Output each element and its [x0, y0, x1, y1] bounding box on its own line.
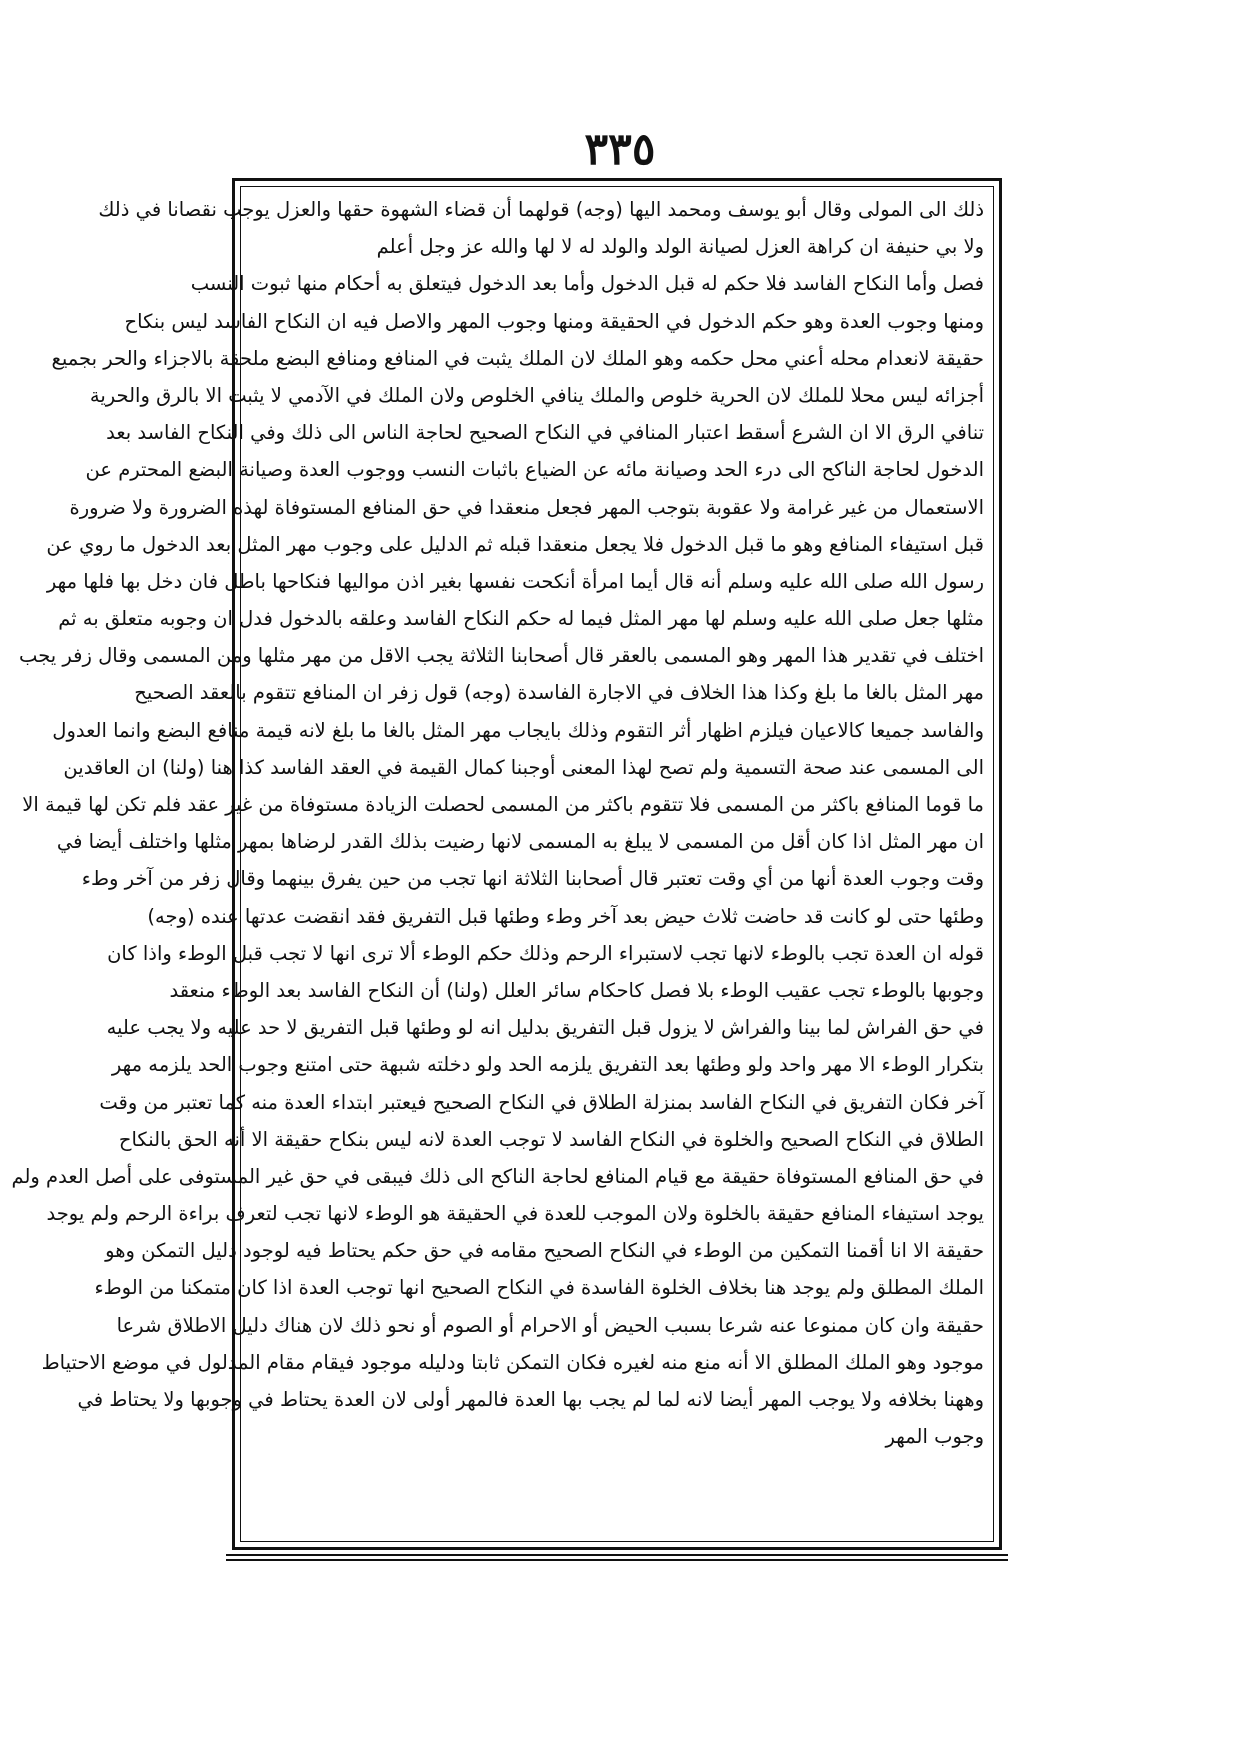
- text-line: فصل وأما النكاح الفاسد فلا حكم له قبل الدخول وأما بعد الدخول فيتعلق به أحكام منها ثبوت النسب: [190, 272, 984, 296]
- text-line: يوجد استيفاء المنافع حقيقة بالخلوة ولان الموجب للعدة في الحقيقة هو الوطء لانها تجب لتعرف براءة الرحم ولم يوجد: [46, 1202, 984, 1226]
- text-body: [11, 191, 984, 1541]
- text-line: ومنها وجوب العدة وهو حكم الدخول في الحقيقة ومنها وجوب المهر والاصل فيه ان النكاح الفاسد ليس بنكاح: [124, 309, 984, 333]
- text-line: مثلها جعل صلى الله عليه وسلم لها مهر المثل فيما له حكم النكاح الفاسد وعلقه بالدخول فدل ان وجوبه متعلق به ثم: [58, 607, 984, 631]
- text-line: الملك المطلق ولم يوجد هنا بخلاف الخلوة الفاسدة في النكاح الصحيح انها توجب العدة اذا كان متمكنا من الوطء: [94, 1276, 984, 1300]
- text-line: ذلك الى المولى وقال أبو يوسف ومحمد اليها (وجه) قولهما أن قضاء الشهوة حقها والعزل يوجب نقصانا في ذلك: [98, 198, 984, 221]
- text-line: تنافي الرق الا ان الشرع أسقط اعتبار المنافي في النكاح الصحيح لحاجة الناس الى ذلك وفي النكاح الفاسد بعد: [106, 421, 984, 445]
- text-line: رسول الله صلى الله عليه وسلم أنه قال أيما امرأة أنكحت نفسها بغير اذن مواليها فنكاحها باطل فان دخل بها فلها مهر: [46, 569, 984, 593]
- text-line: الطلاق في النكاح الصحيح والخلوة في النكاح الفاسد لا توجب العدة لانه ليس بنكاح حقيقة الا أنه الحق بالنكاح: [118, 1127, 984, 1151]
- text-line: في حق الفراش لما بينا والفراش لا يزول قبل التفريق بدليل انه لو وطئها قبل التفريق لا حد عليه ولا يجب عليه: [106, 1016, 984, 1040]
- bottom-rule: [226, 1559, 1008, 1561]
- text-line: موجود وهو الملك المطلق الا أنه منع منه لغيره فكان التمكن ثابتا ودليله موجود فيقام مقام المدلول في موضع الاحتياط: [41, 1350, 984, 1374]
- page-number: ٣٣٥: [584, 124, 656, 175]
- text-line: ان مهر المثل اذا كان أقل من المسمى لا يبلغ به المسمى لانها رضيت بذلك القدر لرضاها بمهر مثلها واختلف أيضا في: [56, 830, 984, 854]
- text-line: الاستعمال من غير غرامة ولا عقوبة بتوجب المهر فجعل منعقدا في حق المنافع المستوفاة لهذه الضرورة ولا ضرورة: [69, 495, 984, 519]
- text-line: مهر المثل بالغا ما بلغ وكذا هذا الخلاف في الاجارة الفاسدة (وجه) قول زفر ان المنافع تتقوم بالعقد الصحيح: [134, 681, 984, 705]
- text-line: وطئها حتى لو كانت قد حاضت ثلاث حيض بعد آخر وطء وطئها قبل التفريق فقد انقضت عدتها عنده (وجه): [147, 904, 984, 928]
- text-line: الى المسمى عند صحة التسمية ولم تصح لهذا المعنى أوجبنا كمال القيمة في العقد الفاسد كذا هنا (ولنا) ان العاقدين: [63, 755, 984, 779]
- text-line: حقيقة الا انا أقمنا التمكين من الوطء في النكاح الصحيح مقامه في حق حكم يحتاط فيه لوجود دليل التمكن وهو: [105, 1239, 984, 1263]
- text-line: ولا بي حنيفة ان كراهة العزل لصيانة الولد والولد له لا لها والله عز وجل أعلم: [376, 235, 984, 259]
- bottom-rule: [226, 1554, 1008, 1556]
- text-line: حقيقة لانعدام محله أعني محل حكمه وهو الملك لان الملك يثبت في المنافع ومنافع البضع ملحقة بالاجزاء والحر بجميع: [51, 346, 984, 370]
- text-line: وههنا بخلافه ولا يوجب المهر أيضا لانه لما لم يجب بها العدة فالمهر أولى لان العدة يحتاط في وجوبها ولا يحتاط في: [77, 1388, 984, 1411]
- text-line: ما قوما المنافع باكثر من المسمى فلا تتقوم باكثر من المسمى لحصلت الزيادة مستوفاة من غير عقد فلم تكن لها قيمة الا: [22, 793, 984, 816]
- text-line: اختلف في تقدير هذا المهر وهو المسمى بالعقر قال أصحابنا الثلاثة يجب الاقل من مهر مثلها ومن المسمى وقال زفر يجب: [19, 644, 984, 668]
- text-line: آخر فكان التفريق في النكاح الفاسد بمنزلة الطلاق في النكاح الصحيح فيعتبر ابتداء العدة منه كما تعتبر من وقت: [99, 1090, 984, 1114]
- text-line: حقيقة وان كان ممنوعا عنه شرعا بسبب الحيض أو الاحرام أو الصوم أو نحو ذلك لان هناك دليل الاطلاق شرعا: [116, 1313, 984, 1337]
- text-line: قوله ان العدة تجب بالوطء لانها تجب لاستبراء الرحم وذلك حكم الوطء ألا ترى انها لا تجب قبل الوطء واذا كان: [107, 941, 984, 965]
- text-line: وقت وجوب العدة أنها من أي وقت تعتبر قال أصحابنا الثلاثة انها تجب من حين يفرق بينهما وقال زفر من آخر وطء: [81, 867, 984, 891]
- text-line: وجوبها بالوطء تجب عقيب الوطء بلا فصل كاحكام سائر العلل (ولنا) أن النكاح الفاسد بعد الوطء منعقد: [169, 978, 984, 1002]
- text-line: الدخول لحاجة الناكح الى درء الحد وصيانة مائه عن الضياع باثبات النسب ووجوب العدة وصيانة البضع المحترم عن: [85, 458, 984, 482]
- text-line: قبل استيفاء المنافع وهو ما قبل الدخول فلا يجعل منعقدا قبله ثم الدليل على وجوب مهر المثل بعد الدخول ما روي عن: [46, 532, 984, 556]
- text-line: والفاسد جميعا كالاعيان فيلزم اظهار أثر التقوم وذلك بايجاب مهر المثل بالغا ما بلغ لانه قيمة منافع البضع وانما العدول: [52, 718, 984, 742]
- text-line: في حق المنافع المستوفاة حقيقة مع قيام المنافع لحاجة الناكح الى ذلك فيبقى في حق غير المستوفى على أصل العدم ولم: [11, 1164, 984, 1188]
- text-line: أجزائه ليس محلا للملك لان الحرية خلوص والملك ينافي الخلوص ولان الملك في الآدمي لا يثبت الا بالرق والحرية: [89, 383, 984, 407]
- text-line: بتكرار الوطء الا مهر واحد ولو وطئها بعد التفريق يلزمه الحد ولو دخلته شبهة حتى امتنع وجوب الحد يلزمه مهر: [111, 1053, 984, 1077]
- text-line: وجوب المهر: [885, 1425, 984, 1449]
